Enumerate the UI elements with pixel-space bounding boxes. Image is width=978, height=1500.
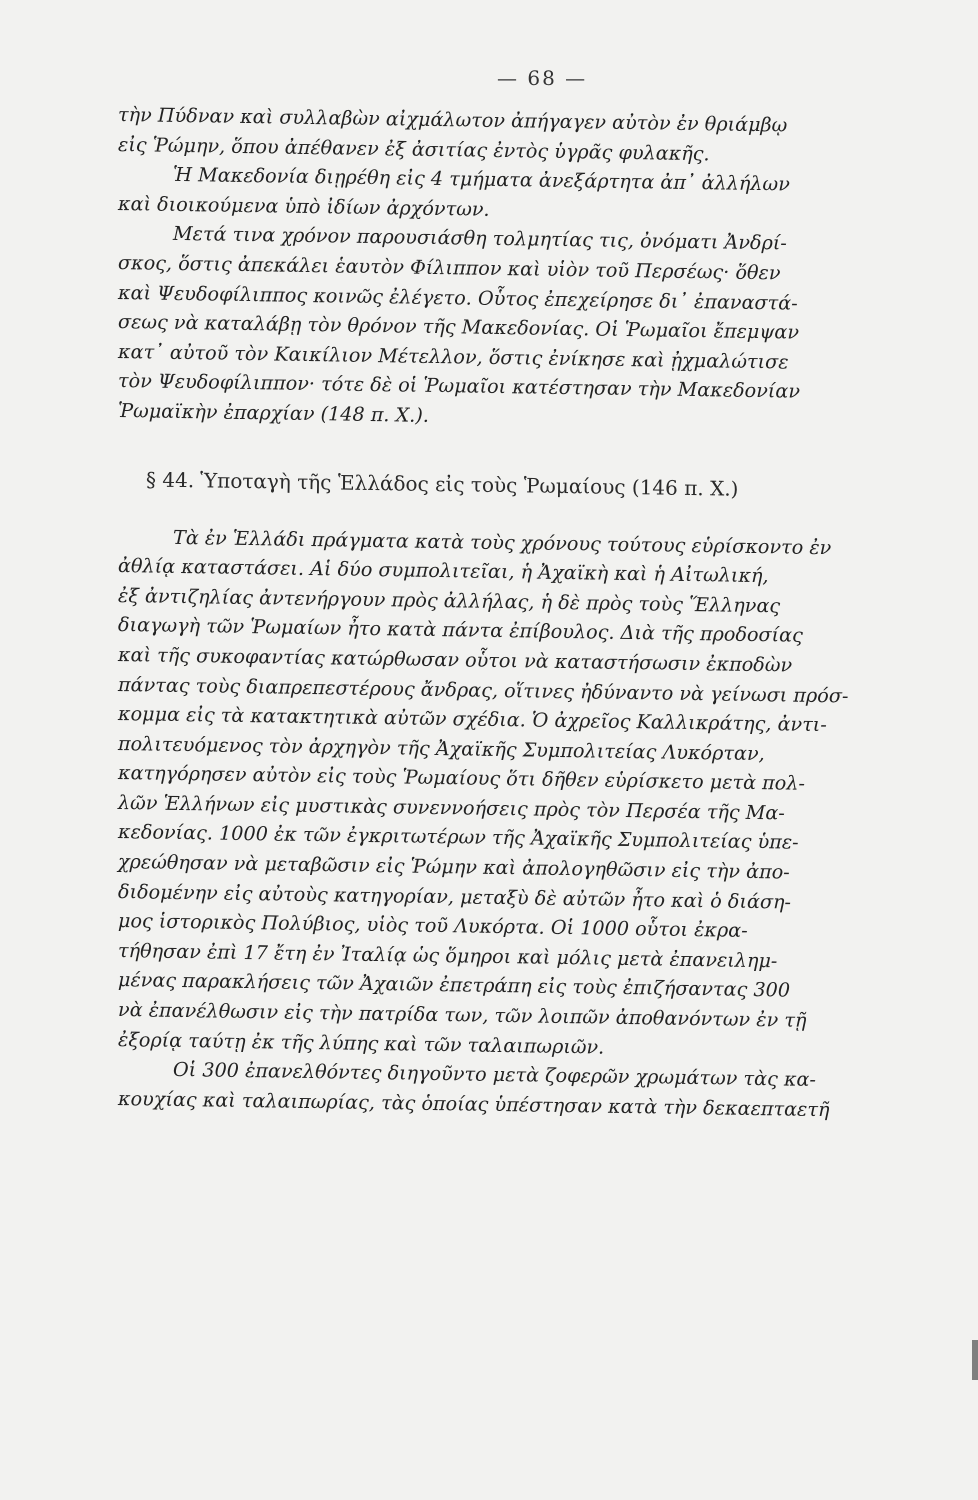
- text-line: διαγωγὴ τῶν Ῥωμαίων ἦτο κατὰ πάντα ἐπίβουλος. Διὰ τῆς προδοσίας: [117, 613, 804, 648]
- text-line: Μετά τινα χρόνον παρουσιάσθη τολμητίας τις, ὀνόματι Ἀνδρί-: [172, 222, 788, 255]
- scan-edge-mark: [972, 1340, 978, 1380]
- text-line: καὶ διοικούμενα ὑπὸ ἰδίων ἀρχόντων.: [117, 191, 490, 221]
- text-line: σεως νὰ καταλάβῃ τὸν θρόνον τῆς Μακεδονίας. Οἱ Ῥωμαῖοι ἔπεμψαν: [117, 310, 800, 344]
- page-number: — 68 —: [497, 66, 588, 90]
- text-line: σκος, ὅστις ἀπεκάλει ἑαυτὸν Φίλιππον καὶ υἱὸν τοῦ Περσέως· ὅθεν: [117, 250, 781, 285]
- text-line: πολιτευόμενος τὸν ἀρχηγὸν τῆς Ἀχαϊκῆς Συμπολιτείας Λυκόρταν,: [117, 731, 765, 765]
- text-line: διδομένην εἰς αὐτοὺς κατηγορίαν, μεταξὺ δὲ αὐτῶν ἦτο καὶ ὁ διάση-: [117, 879, 792, 914]
- text-line: κατηγόρησεν αὐτὸν εἰς τοὺς Ῥωμαίους ὅτι δῆθεν εὑρίσκετο μετὰ πολ-: [117, 761, 806, 796]
- text-line: καὶ τῆς συκοφαντίας κατώρθωσαν οὗτοι νὰ καταστήσωσιν ἐκποδὼν: [117, 642, 793, 677]
- text-line: κουχίας καὶ ταλαιπωρίας, τὰς ὁποίας ὑπέστησαν κατὰ τὴν δεκαεπταετῆ: [117, 1086, 830, 1121]
- text-line: λῶν Ἑλλήνων εἰς μυστικὰς συνεννοήσεις πρὸς τὸν Περσέα τῆς Μα-: [117, 790, 786, 825]
- section-number: § 44.: [145, 466, 195, 492]
- text-line: κεδονίας. 1000 ἐκ τῶν ἐγκριτωτέρων τῆς Ἀχαϊκῆς Συμπολιτείας ὑπε-: [117, 820, 799, 855]
- page-body: [117, 100, 960, 1121]
- text-line: τὸν Ψευδοφίλιππον· τότε δὲ οἱ Ῥωμαῖοι κατέστησαν τὴν Μακεδονίαν: [117, 369, 801, 404]
- text-line: Οἱ 300 ἐπανελθόντες διηγοῦντο μετὰ ζοφερῶν χρωμάτων τὰς κα-: [172, 1058, 817, 1092]
- text-line: κατ᾿ αὐτοῦ τὸν Καικίλιον Μέτελλον, ὅστις ἐνίκησε καὶ ᾐχμαλώτισε: [117, 339, 789, 374]
- text-line: Ῥωμαϊκὴν ἐπαρχίαν (148 π. Χ.).: [117, 398, 430, 427]
- text-line: τὴν Πύδναν καὶ συλλαβὼν αἰχμάλωτον ἀπήγαγεν αὐτὸν ἐν θριάμβῳ: [117, 103, 788, 137]
- text-line: πάντας τοὺς διαπρεπεστέρους ἄνδρας, οἵτινες ἠδύναντο νὰ γείνωσι πρόσ-: [117, 672, 849, 707]
- text-line: εἰς Ῥώμην, ὅπου ἀπέθανεν ἐξ ἀσιτίας ἐντὸς ὑγρᾶς φυλακῆς.: [117, 132, 710, 165]
- text-line: νὰ ἐπανέλθωσιν εἰς τὴν πατρίδα των, τῶν λοιπῶν ἀποθανόντων ἐν τῇ: [117, 998, 807, 1032]
- text-line: μένας παρακλήσεις τῶν Ἀχαιῶν ἐπετράπη εἰς τοὺς ἐπιζήσαντας 300: [117, 968, 791, 1002]
- text-line: χρεώθησαν νὰ μεταβῶσιν εἰς Ῥώμην καὶ ἀπολογηθῶσιν εἰς τὴν ἀπο-: [117, 850, 790, 884]
- text-line: ἀθλίᾳ καταστάσει. Αἱ δύο συμπολιτεῖαι, ἡ Ἀχαϊκὴ καὶ ἡ Αἰτωλική,: [117, 554, 769, 588]
- text-line: Τὰ ἐν Ἑλλάδι πράγματα κατὰ τοὺς χρόνους τούτους εὑρίσκοντο ἐν: [172, 525, 832, 559]
- text-line: μος ἱστορικὸς Πολύβιος, υἱὸς τοῦ Λυκόρτα. Οἱ 1000 οὗτοι ἐκρα-: [117, 909, 748, 943]
- text-line: καὶ Ψευδοφίλιππος κοινῶς ἐλέγετο. Οὗτος ἐπεχείρησε δι᾿ ἐπαναστά-: [117, 280, 798, 315]
- text-line: κομμα εἰς τὰ κατακτητικὰ αὐτῶν σχέδια. Ὁ ἀχρεῖος Καλλικράτης, ἀντι-: [117, 702, 827, 737]
- text-line: ἐξορίᾳ ταύτῃ ἐκ τῆς λύπης καὶ τῶν ταλαιπωριῶν.: [117, 1027, 605, 1059]
- section-title: Ὑποταγὴ τῆς Ἑλλάδος εἰς τοὺς Ῥωμαίους (146 π. Χ.): [199, 467, 739, 501]
- text-line: Ἡ Μακεδονία διῃρέθη εἰς 4 τμήματα ἀνεξάρτητα ἀπ᾿ ἀλλήλων: [172, 163, 791, 196]
- section-heading: [118, 464, 960, 507]
- text-line: ἐξ ἀντιζηλίας ἀντενήργουν πρὸς ἀλλήλας, ἡ δὲ πρὸς τοὺς Ἕλληνας: [117, 583, 781, 618]
- text-line: τήθησαν ἐπὶ 17 ἔτη ἐν Ἰταλίᾳ ὡς ὅμηροι καὶ μόλις μετὰ ἐπανειλημ-: [117, 938, 778, 973]
